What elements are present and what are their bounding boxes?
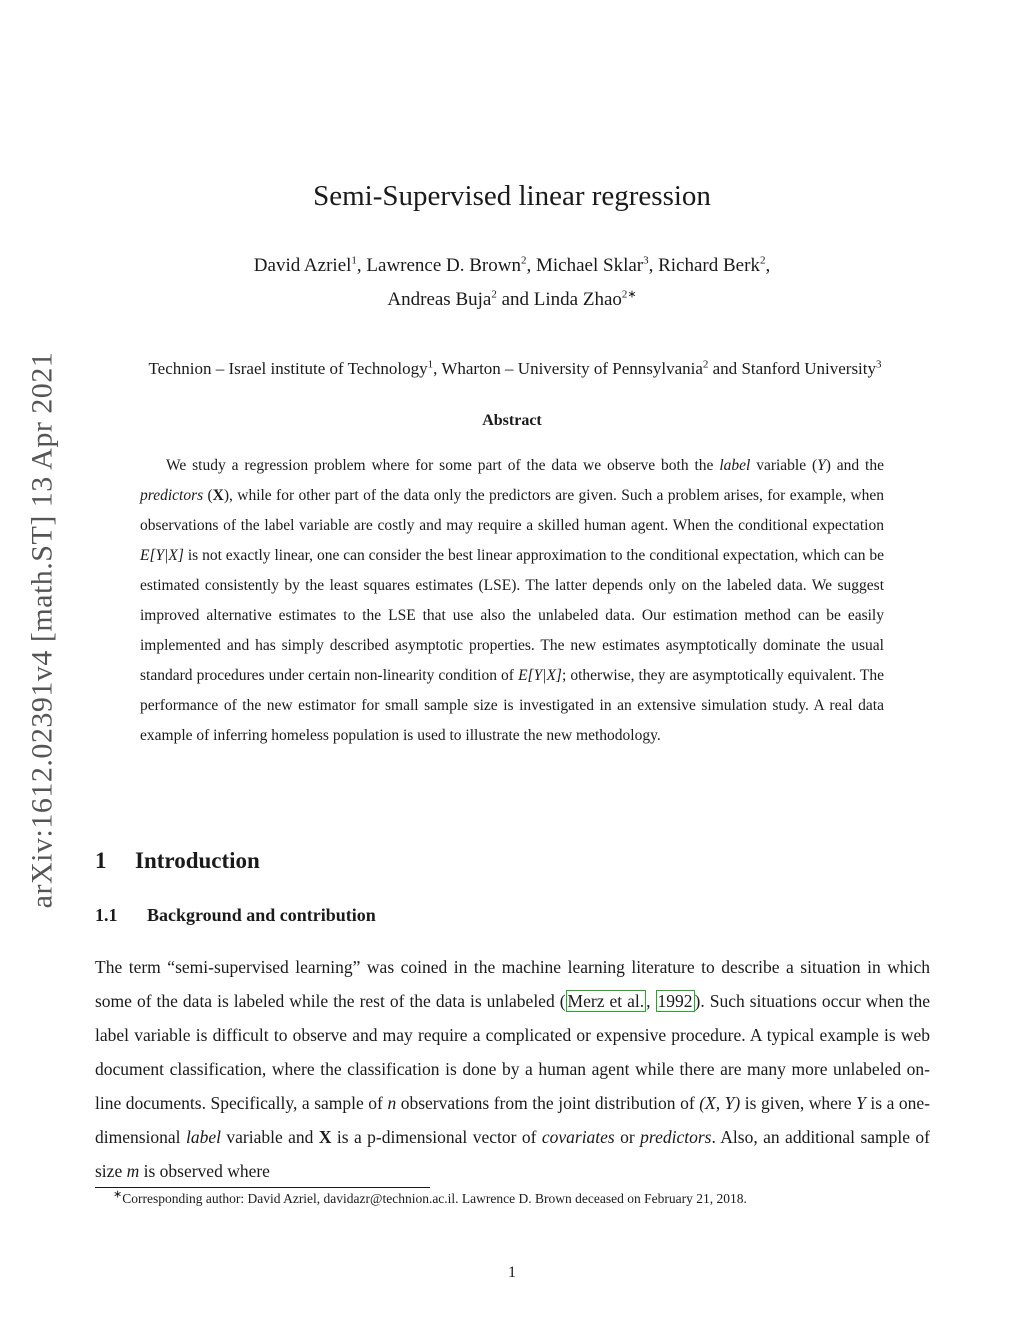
arxiv-sidebar bbox=[12, 300, 72, 960]
citation-link[interactable]: Merz et al. bbox=[567, 991, 645, 1011]
body-segment: variable and bbox=[220, 1127, 319, 1147]
abstract-segment: We study a regression problem where for some part of the data we observe both the bbox=[166, 457, 720, 474]
abstract-segment: ( bbox=[203, 487, 213, 504]
abstract-math: X bbox=[212, 487, 224, 504]
body-emphasis: covariates bbox=[541, 1127, 615, 1147]
body-math: n bbox=[387, 1093, 397, 1113]
paper-title: Semi-Supervised linear regression bbox=[313, 180, 711, 212]
footnote-text: Corresponding author: David Azriel, davidazr@technion.ac.il. Lawrence D. Brown deceased on February 21, 2018. bbox=[122, 1191, 747, 1206]
author-mark: 3 bbox=[643, 254, 649, 267]
body-math: m bbox=[126, 1161, 140, 1181]
affiliation-mark: 2 bbox=[702, 358, 709, 371]
body-segment: The term “semi-supervised learning” was coined in the machine learning literature to describe a situation in which some of the data is labeled while the rest of the data is unlabeled ( bbox=[95, 957, 930, 1011]
subsection-heading bbox=[95, 905, 376, 926]
affiliation: Technion – Israel institute of Technology bbox=[148, 359, 428, 378]
author-name: David Azriel bbox=[253, 255, 352, 276]
abstract-heading: Abstract bbox=[482, 412, 542, 429]
subsection-number: 1.1 bbox=[95, 905, 118, 925]
affiliation: Wharton – University of Pennsylvania bbox=[441, 359, 703, 378]
affiliations: Technion – Israel institute of Technology$^1$, Wharton – University of Pennsylvania$^2$ and Stanford University$^3$ bbox=[148, 358, 882, 378]
abstract-segment: variable ( bbox=[750, 457, 818, 474]
abstract-segment: ) and the bbox=[825, 457, 884, 474]
body-segment: is observed where bbox=[139, 1161, 270, 1181]
body-segment: is given, where bbox=[740, 1093, 857, 1113]
body-segment: ). Such situations occur when the label variable is difficult to observe and may require a complicated or expensive procedure. A typical example is web document classification, where the classification is done by a human agent while there are many more unlabeled on-line documents. Specifically, a sample of bbox=[95, 991, 931, 1113]
author-name: Linda Zhao bbox=[533, 289, 622, 310]
author-list bbox=[0, 249, 1024, 317]
author-name: Lawrence D. Brown bbox=[366, 255, 521, 276]
affiliation-mark: 3 bbox=[876, 358, 882, 371]
arxiv-identifier: arXiv:1612.02391v4 [math.ST] 13 Apr 2021 bbox=[25, 351, 58, 909]
intro-paragraph bbox=[95, 950, 930, 1188]
page-number: 1 bbox=[508, 1264, 516, 1281]
author-line-2: Andreas Buja$^2$ and Linda Zhao$^{2∗}$ bbox=[387, 288, 637, 310]
body-math: Y bbox=[856, 1093, 866, 1113]
body-segment: is a one-dimensional bbox=[95, 1093, 930, 1147]
abstract-segment: ; otherwise, they are asymptotically equivalent. The performance of the new estimator for small sample size is investigated in an extensive simulation study. A real data example of inferring homeless population is used to illustrate the new methodology. bbox=[140, 667, 885, 744]
abstract-math: E[Y|X] bbox=[518, 667, 562, 684]
author-name: Richard Berk bbox=[658, 255, 760, 276]
footnote-rule bbox=[95, 1187, 430, 1188]
body-segment: observations from the joint distribution of bbox=[396, 1093, 700, 1113]
affiliation: Stanford University bbox=[741, 359, 877, 378]
section-title: Introduction bbox=[135, 848, 260, 873]
body-emphasis: label bbox=[185, 1127, 221, 1147]
author-mark: 2 bbox=[759, 254, 766, 267]
citation-year-link[interactable]: 1992 bbox=[657, 991, 693, 1011]
body-math: (X, Y) bbox=[699, 1093, 741, 1113]
abstract-emphasis: label bbox=[719, 457, 751, 474]
author-line-1: David Azriel$^1$, Lawrence D. Brown$^2$, Michael Sklar$^3$, Richard Berk$^2$, bbox=[253, 254, 771, 276]
author-mark: 2 bbox=[521, 254, 527, 267]
author-mark: 2 bbox=[491, 288, 497, 301]
footnote-mark: ∗ bbox=[113, 1188, 123, 1201]
body-segment: is a p-dimensional vector of bbox=[331, 1127, 542, 1147]
section-number: 1 bbox=[95, 848, 107, 873]
subsection-title: Background and contribution bbox=[147, 905, 376, 925]
author-name: Michael Sklar bbox=[536, 255, 644, 276]
abstract-segment: ), while for other part of the data only the predictors are given. Such a problem arises, for example, when observations of the label variable are costly and may require a skilled human agent. When the conditional expectation bbox=[140, 487, 884, 534]
abstract-text bbox=[140, 451, 884, 751]
body-segment: . Also, an additional sample of size bbox=[95, 1127, 931, 1181]
abstract-emphasis: predictors bbox=[140, 487, 204, 504]
abstract-segment: is not exactly linear, one can consider the best linear approximation to the conditional expectation, which can be estimated consistently by the least squares estimates (LSE). The latter depends only on the labeled data. We suggest improved alternative estimates to the LSE that use also the unlabeled data. Our estimation method can be easily implemented and has simply described asymptotic properties. The new estimates asymptotically dominate the usual standard procedures under certain non-linearity condition of bbox=[140, 547, 884, 684]
affiliation-mark: 1 bbox=[427, 358, 434, 371]
body-math: X bbox=[318, 1127, 332, 1147]
body-segment: , bbox=[646, 991, 656, 1011]
author-mark: 2∗ bbox=[621, 288, 637, 301]
abstract-math: Y bbox=[817, 457, 826, 474]
author-name: Andreas Buja bbox=[387, 289, 492, 310]
body-emphasis: predictors bbox=[640, 1127, 712, 1147]
section-heading bbox=[95, 848, 260, 874]
author-mark: 1 bbox=[351, 254, 357, 267]
footnote bbox=[113, 1188, 943, 1207]
body-segment: or bbox=[614, 1127, 641, 1147]
abstract-math: E[Y|X] bbox=[140, 547, 184, 564]
